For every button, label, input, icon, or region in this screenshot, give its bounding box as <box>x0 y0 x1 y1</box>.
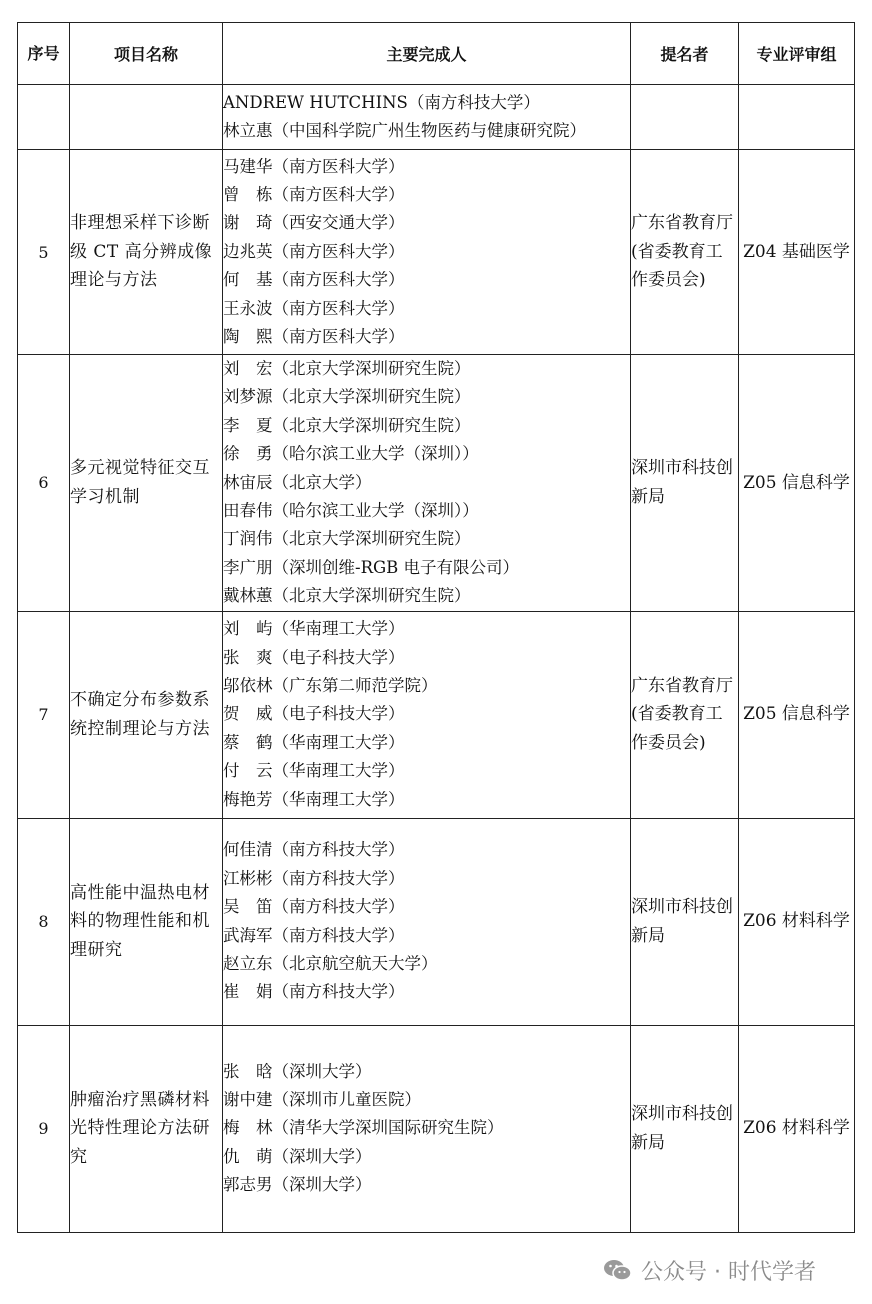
row-project-name: 非理想采样下诊断级 CT 高分辨成像理论与方法 <box>70 150 223 355</box>
watermark <box>603 1255 816 1285</box>
member-line: ANDREW HUTCHINS（南方科技大学） <box>223 92 540 112</box>
member-line: 赵立东（北京航空航天大学） <box>223 954 438 974</box>
row-nominator: 广东省教育厅(省委教育工作委员会) <box>631 611 739 818</box>
header-no: 序号 <box>18 23 70 85</box>
table-row <box>18 150 855 355</box>
watermark-text: 公众号 · 时代学者 <box>641 1259 816 1285</box>
row-no-cell <box>18 85 70 150</box>
member-line: 梅 林（清华大学深圳国际研究生院） <box>223 1118 504 1138</box>
member-line: 刘 宏（北京大学深圳研究生院） <box>223 359 471 378</box>
member-line: 张 爽（电子科技大学） <box>223 647 405 667</box>
row-review-group: Z06 材料科学 <box>739 818 855 1025</box>
member-line: 李 夏（北京大学深圳研究生院） <box>223 415 471 435</box>
member-line: 马建华（南方医科大学） <box>223 156 405 176</box>
award-table <box>17 22 855 1233</box>
row-no: 7 <box>18 611 70 818</box>
row-members-cell <box>223 85 631 150</box>
header-row <box>18 23 855 85</box>
member-line: 边兆英（南方医科大学） <box>223 241 405 261</box>
row-project-name: 不确定分布参数系统控制理论与方法 <box>70 611 223 818</box>
member-line: 付 云（华南理工大学） <box>223 761 405 781</box>
table-row <box>18 355 855 612</box>
member-line: 张 晗（深圳大学） <box>223 1061 372 1081</box>
row-members-cell <box>223 611 631 818</box>
row-no: 5 <box>18 150 70 355</box>
member-line: 李广朋（深圳创维-RGB 电子有限公司） <box>223 557 520 577</box>
row-project-name: 肿瘤治疗黑磷材料光特性理论方法研究 <box>70 1025 223 1232</box>
row-members-cell <box>223 818 631 1025</box>
member-line: 陶 熙（南方医科大学） <box>223 327 405 347</box>
row-no: 8 <box>18 818 70 1025</box>
table-row <box>18 611 855 818</box>
row-nominator-cell <box>631 85 739 150</box>
member-line: 刘 屿（华南理工大学） <box>223 619 405 639</box>
member-line: 江彬彬（南方科技大学） <box>223 868 405 888</box>
member-line: 仇 萌（深圳大学） <box>223 1146 372 1166</box>
member-line: 何佳清（南方科技大学） <box>223 840 405 860</box>
row-review-group: Z04 基础医学 <box>739 150 855 355</box>
row-project-name: 多元视觉特征交互学习机制 <box>70 355 223 612</box>
member-line: 蔡 鹤（华南理工大学） <box>223 732 405 752</box>
row-nominator: 广东省教育厅(省委教育工作委员会) <box>631 150 739 355</box>
table-row <box>18 818 855 1025</box>
member-line: 郭志男（深圳大学） <box>223 1175 372 1195</box>
row-review-group: Z06 材料科学 <box>739 1025 855 1232</box>
member-line: 谢中建（深圳市儿童医院） <box>223 1090 421 1110</box>
row-nominator: 深圳市科技创新局 <box>631 818 739 1025</box>
row-name-cell <box>70 85 223 150</box>
member-line: 何 基（南方医科大学） <box>223 270 405 290</box>
row-review-group: Z05 信息科学 <box>739 611 855 818</box>
member-line: 林立惠（中国科学院广州生物医药与健康研究院） <box>223 121 586 140</box>
member-line: 林宙辰（北京大学） <box>223 472 372 492</box>
member-line: 刘梦源（北京大学深圳研究生院） <box>223 387 471 407</box>
member-line: 邬依林（广东第二师范学院） <box>223 676 438 696</box>
member-line: 梅艳芳（华南理工大学） <box>223 789 405 809</box>
row-members-cell <box>223 1025 631 1232</box>
member-line: 贺 威（电子科技大学） <box>223 704 405 724</box>
row-group-cell <box>739 85 855 150</box>
member-line: 田春伟（哈尔滨工业大学（深圳）） <box>223 501 479 521</box>
member-line: 武海军（南方科技大学） <box>223 925 405 945</box>
member-line: 戴林蕙（北京大学深圳研究生院） <box>223 586 471 606</box>
member-line: 曾 栋（南方医科大学） <box>223 184 405 204</box>
row-members-cell <box>223 355 631 612</box>
member-line: 徐 勇（哈尔滨工业大学（深圳）） <box>223 444 479 464</box>
member-line: 丁润伟（北京大学深圳研究生院） <box>223 529 471 549</box>
row-no: 6 <box>18 355 70 612</box>
table-row-continued <box>18 85 855 150</box>
row-nominator: 深圳市科技创新局 <box>631 355 739 612</box>
member-line: 王永波（南方医科大学） <box>223 298 405 318</box>
member-line: 吴 笛（南方科技大学） <box>223 897 405 917</box>
header-project-name: 项目名称 <box>70 23 223 85</box>
row-nominator: 深圳市科技创新局 <box>631 1025 739 1232</box>
row-members-cell <box>223 150 631 355</box>
row-no: 9 <box>18 1025 70 1232</box>
row-project-name: 高性能中温热电材料的物理性能和机理研究 <box>70 818 223 1025</box>
row-review-group: Z05 信息科学 <box>739 355 855 612</box>
header-nominator: 提名者 <box>631 23 739 85</box>
header-review-group: 专业评审组 <box>739 23 855 85</box>
table-row <box>18 1025 855 1232</box>
member-line: 崔 娟（南方科技大学） <box>223 982 405 1002</box>
member-line: 谢 琦（西安交通大学） <box>223 213 405 233</box>
wechat-icon <box>603 1258 633 1282</box>
header-members: 主要完成人 <box>223 23 631 85</box>
